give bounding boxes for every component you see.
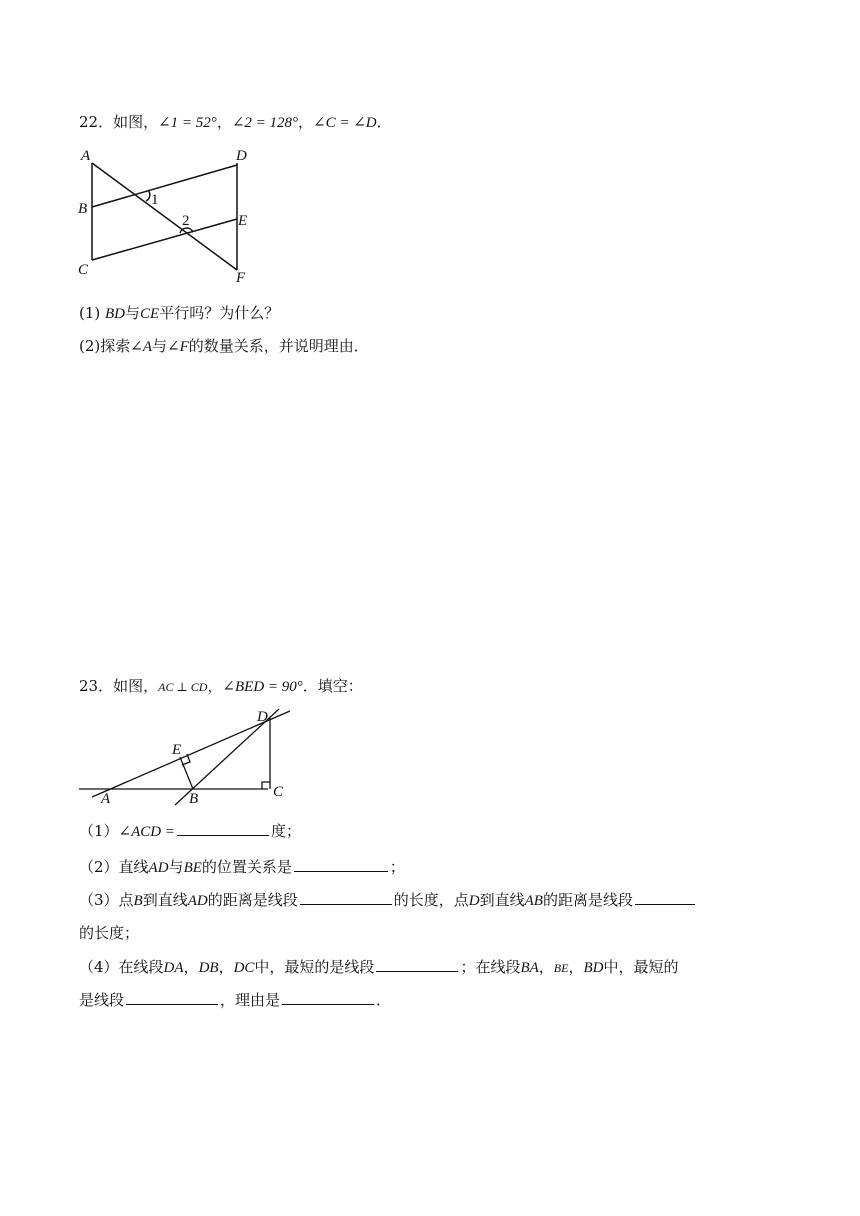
q22-sep2: ，	[298, 113, 314, 131]
q23-sep1: ，	[207, 677, 223, 695]
q23-intro: 如图，	[113, 677, 159, 695]
q23-part4-blank3[interactable]	[282, 990, 374, 1005]
q23-part4-s1: ，	[183, 958, 199, 976]
q23-right-angle-c	[262, 782, 270, 789]
q22-part2-t1: 与	[151, 337, 167, 355]
q23-part1-angle: ∠ACD =	[118, 824, 175, 840]
q23-part1-prefix: （1）	[79, 822, 119, 840]
q23-part4-s2: ，	[218, 958, 234, 976]
q23-part4-db: DB	[198, 960, 219, 976]
q23-part4-s3: ，	[538, 958, 554, 976]
q23-part1-unit: 度；	[271, 822, 302, 840]
q23-part3-cont-text: 的长度；	[79, 924, 140, 942]
q23-part2-t2: 的位置关系是	[201, 858, 292, 876]
q23-part4-t5: ．	[376, 991, 392, 1009]
q23-part1-blank[interactable]	[177, 821, 269, 836]
q23-label-e: E	[172, 742, 182, 758]
q23-part3-t4: 到直线	[479, 891, 525, 909]
q23-part4-blank1[interactable]	[376, 957, 458, 972]
q23-part4-prefix: （4）在线段	[79, 958, 164, 976]
q22-part2-t2: 的数量关系，并说明理由．	[188, 337, 369, 355]
q23-part3-cont	[79, 923, 139, 943]
q22-sep1: ，	[216, 113, 232, 131]
q23-label-b: B	[189, 791, 199, 807]
q23-label-c: C	[273, 784, 284, 800]
q22-part1-t2: 平行吗？为什么？	[159, 304, 280, 322]
q22-cond1: ∠1 = 52°	[158, 115, 217, 131]
q22-part2-angle-a: ∠A	[130, 339, 152, 355]
q23-part2	[79, 857, 405, 878]
q22-number: 22．	[79, 113, 114, 131]
q23-part2-t3: ；	[389, 858, 405, 876]
q23-part1	[79, 821, 301, 842]
q23-part4-t4: ，理由是	[220, 991, 281, 1009]
q23-part3-t2: 的距离是线段	[207, 891, 298, 909]
q23-part2-be: BE	[183, 860, 202, 876]
q22-label-angle1: 1	[151, 192, 159, 208]
q23-part3-t3: 的长度，点	[393, 891, 469, 909]
q22-part2-angle-f: ∠F	[167, 339, 189, 355]
q22-label-f: F	[236, 270, 246, 286]
q23-part4-bd: BD	[583, 960, 604, 976]
q23-part2-prefix: （2）直线	[79, 858, 149, 876]
q22-cond2: ∠2 = 128°	[231, 115, 299, 131]
q23-part4-dc: DC	[233, 960, 255, 976]
q22-part1-ce: CE	[140, 306, 160, 322]
q22-intro: 如图，	[113, 113, 159, 131]
q23-part3	[79, 890, 697, 911]
q23-part3-blank1[interactable]	[300, 890, 392, 905]
q23-end: ．填空：	[302, 677, 363, 695]
q23-cond1: AC ⊥ CD	[158, 680, 208, 694]
q23-part4	[79, 957, 679, 978]
q23-part4-be: BE	[553, 961, 569, 975]
q22-part1-t1: 与	[125, 304, 141, 322]
q23-part4-cont1: 是线段	[79, 991, 125, 1009]
q22-label-a: A	[81, 148, 91, 164]
q22-part1-prefix: (1)	[79, 304, 106, 322]
q22-label-b: B	[78, 201, 88, 217]
q23-part3-b: B	[133, 893, 143, 909]
q22-label-d: D	[236, 148, 247, 164]
q23-number: 23．	[79, 677, 114, 695]
q22-label-e: E	[238, 213, 248, 229]
q23-part4-s4: ，	[568, 958, 584, 976]
q23-part4-t1: 中，最短的是线段	[254, 958, 375, 976]
q23-part3-ab: AB	[524, 893, 543, 909]
q23-part2-t1: 与	[168, 858, 184, 876]
q23-segment-be	[180, 757, 193, 789]
q23-part2-blank[interactable]	[294, 857, 388, 872]
q22-part2-prefix: (2)探索	[79, 337, 131, 355]
q23-part3-ad: AD	[187, 893, 208, 909]
q23-part4-blank2[interactable]	[126, 990, 218, 1005]
q23-part2-ad: AD	[148, 860, 169, 876]
q23-part3-d: D	[468, 893, 480, 909]
q22-cond3: ∠C = ∠D	[313, 115, 377, 131]
q23-part4-cont	[79, 990, 391, 1010]
q23-part3-t5: 的距离是线段	[542, 891, 633, 909]
q22-part1-bd: BD	[105, 306, 126, 322]
q23-label-a: A	[101, 791, 111, 807]
q23-part4-ba: BA	[520, 960, 539, 976]
q23-part4-t2: ；在线段	[460, 958, 521, 976]
q23-part4-da: DA	[163, 960, 184, 976]
q22-label-angle2: 2	[182, 213, 190, 229]
q22-label-c: C	[78, 262, 89, 278]
q23-part4-t3: 中，最短的	[603, 958, 679, 976]
q22-end: ．	[376, 113, 392, 131]
q23-cond2: ∠BED = 90°	[222, 679, 303, 695]
q23-part3-prefix: （3）点	[79, 891, 134, 909]
q23-label-d: D	[257, 709, 268, 725]
q23-part3-t1: 到直线	[142, 891, 188, 909]
q23-part3-blank2[interactable]	[635, 890, 695, 905]
